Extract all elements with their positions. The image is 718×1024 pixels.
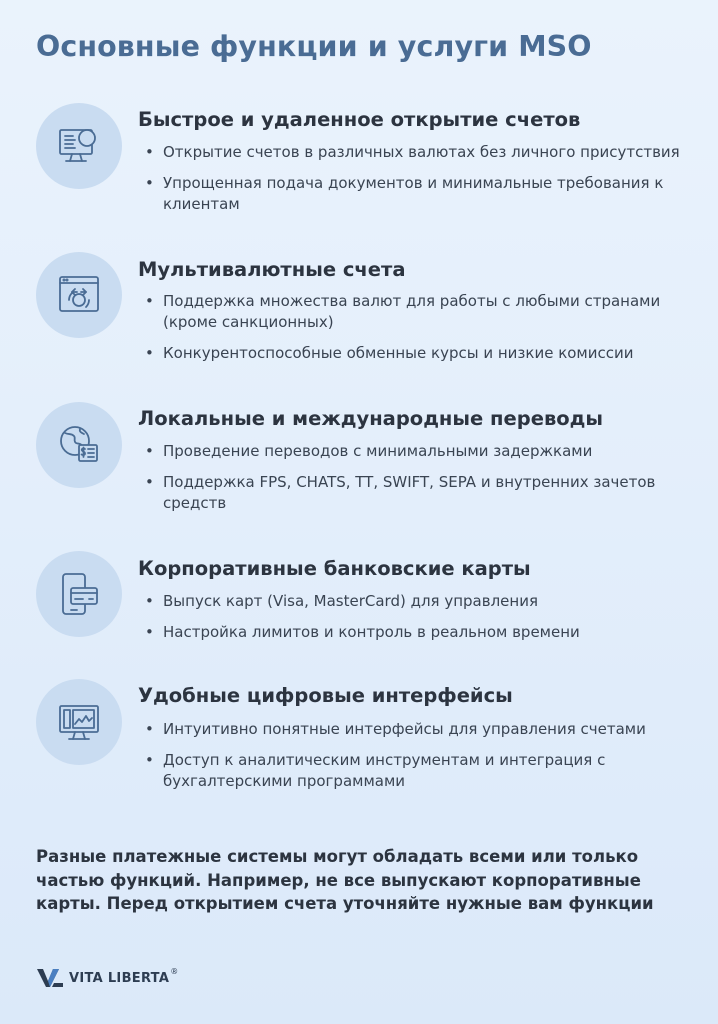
- section-title: Корпоративные банковские карты: [138, 557, 531, 580]
- bullet-list: [145, 441, 683, 524]
- bullet-list: [145, 591, 683, 653]
- globe-payment-icon: [36, 402, 122, 488]
- vita-liberta-logo-icon: [36, 967, 64, 989]
- phone-card-icon: [36, 551, 122, 637]
- bullet-item: • Выпуск карт (Visa, MasterCard) для управления: [145, 591, 683, 612]
- monitor-chart-icon: [36, 679, 122, 765]
- bullet-item: • Поддержка множества валют для работы с любыми странами (кроме санкционных): [145, 291, 683, 333]
- registered-mark: ®: [170, 966, 179, 976]
- monitor-document-icon: [36, 103, 122, 189]
- bullet-item: • Доступ к аналитическим инструментам и интеграция с бухгалтерскими программами: [145, 750, 683, 792]
- logo-text: VITA LIBERTA: [69, 970, 170, 986]
- bullet-list: [145, 719, 683, 802]
- bullet-item: • Конкурентоспособные обменные курсы и низкие комиссии: [145, 343, 683, 364]
- bullet-item: • Упрощенная подача документов и минимальные требования к клиентам: [145, 173, 683, 215]
- bullet-item: • Открытие счетов в различных валютах без личного присутствия: [145, 142, 683, 163]
- section-title: Локальные и международные переводы: [138, 407, 604, 430]
- brand-logo: [36, 967, 178, 989]
- disclaimer-note: Разные платежные системы могут обладать всеми или только частью функций. Например, не все выпускают корпоративные карты. Перед открытием счета уточняйте нужные вам функции: [36, 847, 654, 913]
- currency-exchange-icon: [36, 252, 122, 338]
- bullet-item: • Проведение переводов с минимальными задержками: [145, 441, 683, 462]
- section-title: Мультивалютные счета: [138, 258, 406, 281]
- section-title: Удобные цифровые интерфейсы: [138, 684, 513, 707]
- bullet-item: • Настройка лимитов и контроль в реальном времени: [145, 622, 683, 643]
- bullet-item: • Интуитивно понятные интерфейсы для управления счетами: [145, 719, 683, 740]
- bullet-item: • Поддержка FPS, CHATS, TT, SWIFT, SEPA и внутренних зачетов средств: [145, 472, 683, 514]
- bullet-list: [145, 142, 683, 225]
- section-title: Быстрое и удаленное открытие счетов: [138, 108, 581, 131]
- bullet-list: [145, 291, 683, 374]
- page-title: Основные функции и услуги MSO: [36, 30, 592, 63]
